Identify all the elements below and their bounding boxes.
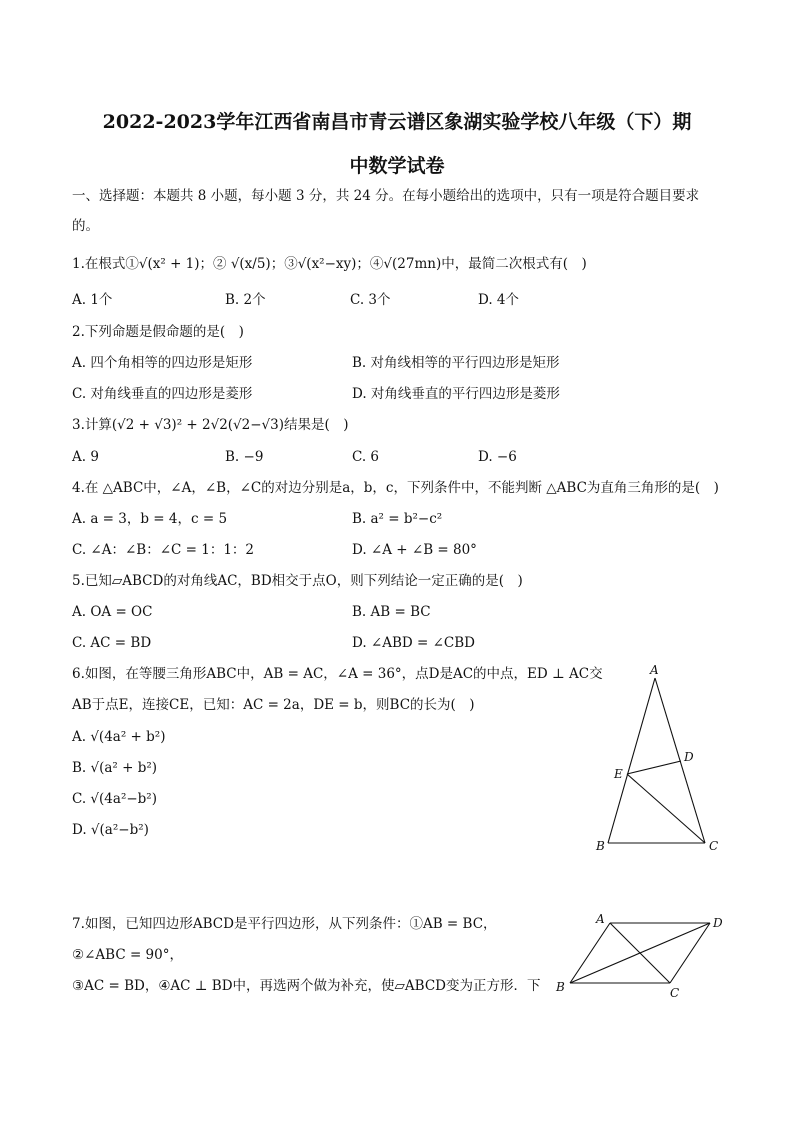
question-4-stem: 4.在 △ABC中，∠A，∠B，∠C的对边分别是a，b，c，下列条件中，不能判断 △ABC为直角三角形的是( )	[72, 480, 719, 496]
point-c-label: C	[709, 839, 719, 853]
point-d-label: D	[713, 916, 723, 930]
question-4-option-c: C. ∠A：∠B：∠C = 1：1：2	[72, 542, 255, 558]
segment-ab	[608, 678, 655, 843]
question-6-option-a: A. √(4a² + b²)	[72, 729, 166, 745]
question-1-option-a: A. 1个	[72, 292, 113, 308]
question-3-option-d: D. −6	[478, 449, 517, 465]
point-d-label: D	[684, 750, 694, 764]
point-b-label: B	[556, 980, 565, 994]
question-2-option-b: B. 对角线相等的平行四边形是矩形	[352, 355, 560, 371]
title-line-1: 2022-2023学年江西省南昌市青云谱区象湖实验学校八年级（下）期	[102, 111, 692, 133]
question-6-figure	[590, 660, 730, 860]
question-5-option-b: B. AB = BC	[352, 604, 431, 620]
question-6-stem-line-1: 6.如图，在等腰三角形ABC中，AB = AC，∠A = 36°，点D是AC的中点，ED ⊥ AC交	[72, 666, 603, 682]
question-6-stem-line-2: AB于点E，连接CE，已知：AC = 2a，DE = b，则BC的长为( )	[72, 697, 475, 713]
question-6-option-b: B. √(a² + b²)	[72, 760, 158, 776]
question-7-stem-line-2: ②∠ABC = 90°，	[72, 947, 183, 963]
question-4-option-a: A. a = 3，b = 4，c = 5	[72, 511, 228, 527]
question-7-figure	[550, 905, 740, 1000]
segment-ac	[655, 678, 705, 843]
question-6-option-c: C. √(4a²−b²)	[72, 791, 157, 807]
question-3-option-b: B. −9	[225, 449, 264, 465]
point-a-label: A	[596, 912, 605, 926]
question-3-option-c: C. 6	[352, 449, 380, 465]
question-3-option-a: A. 9	[72, 449, 99, 465]
question-7-stem-line-3: ③AC = BD，④AC ⊥ BD中，再选两个做为补充，使▱ABCD变为正方形．下	[72, 978, 541, 994]
question-1-stem: 1.在根式①√(x² + 1)；② √(x/5)；③√(x²−xy)；④√(27mn)中，最简二次根式有( )	[72, 256, 587, 272]
question-3-stem: 3.计算(√2 + √3)² + 2√2(√2−√3)结果是( )	[72, 417, 349, 433]
diagonal-bd	[570, 923, 710, 983]
segment-ed	[627, 761, 681, 774]
question-7-stem-line-1: 7.如图，已知四边形ABCD是平行四边形，从下列条件：①AB = BC，	[72, 916, 497, 932]
section-header-line-2: 的。	[72, 218, 99, 234]
page-title	[60, 100, 734, 188]
question-5-option-d: D. ∠ABD = ∠CBD	[352, 635, 476, 651]
question-5-option-a: A. OA = OC	[72, 604, 153, 620]
point-e-label: E	[614, 767, 623, 781]
point-c-label: C	[670, 986, 680, 1000]
question-2-stem: 2.下列命题是假命题的是( )	[72, 324, 244, 340]
question-6-option-d: D. √(a²−b²)	[72, 822, 149, 838]
question-2-option-d: D. 对角线垂直的平行四边形是菱形	[352, 386, 560, 402]
segment-ec	[627, 774, 705, 843]
point-a-label: A	[650, 663, 659, 677]
question-1-option-c: C. 3个	[350, 292, 391, 308]
question-1-option-b: B. 2个	[225, 292, 266, 308]
question-2-option-c: C. 对角线垂直的四边形是菱形	[72, 386, 253, 402]
question-4-option-b: B. a² = b²−c²	[352, 511, 443, 527]
point-b-label: B	[596, 839, 605, 853]
question-1-option-d: D. 4个	[478, 292, 520, 308]
section-header-line-1: 一、选择题：本题共 8 小题，每小题 3 分，共 24 分。在每小题给出的选项中，只有一项是符合题目要求	[72, 188, 700, 204]
question-5-option-c: C. AC = BD	[72, 635, 152, 651]
question-2-option-a: A. 四个角相等的四边形是矩形	[72, 355, 253, 371]
question-5-stem: 5.已知▱ABCD的对角线AC，BD相交于点O，则下列结论一定正确的是( )	[72, 573, 523, 589]
title-line-2: 中数学试卷	[349, 155, 445, 177]
question-4-option-d: D. ∠A + ∠B = 80°	[352, 542, 477, 558]
